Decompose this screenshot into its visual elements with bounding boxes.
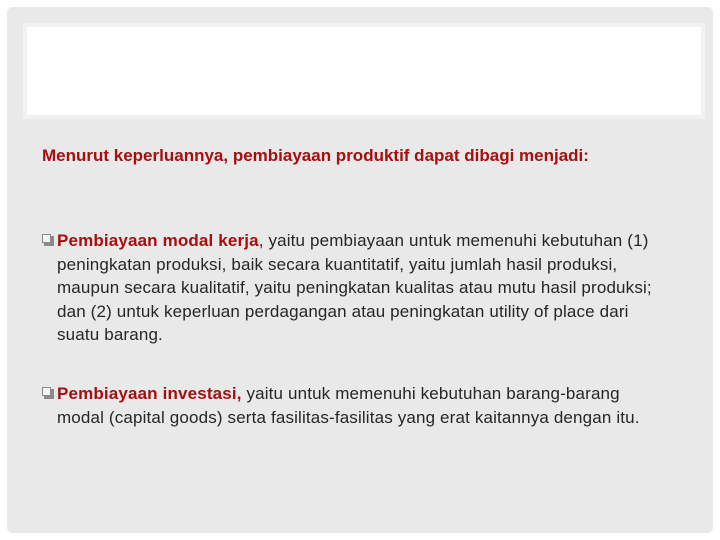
intro-text: Menurut keperluannya, pembiayaan produktif dapat dibagi menjadi: <box>42 146 589 165</box>
bullet-text <box>57 229 667 347</box>
bullet-term: Pembiayaan modal kerja <box>57 231 259 250</box>
bullet-working-capital <box>42 229 667 347</box>
checkbox-square-icon <box>42 387 54 399</box>
bullet-description: yaitu untuk memenuhi kebutuhan barang-barang modal (capital goods) serta fasilitas-fasilitas yang erat kaitannya dengan itu. <box>57 384 640 427</box>
slide <box>7 7 713 533</box>
checkbox-square-icon <box>42 234 54 246</box>
title-placeholder <box>23 23 705 119</box>
bullet-term: Pembiayaan investasi, <box>57 384 242 403</box>
bullet-text <box>57 382 667 429</box>
bullet-description: , yaitu pembiayaan untuk memenuhi kebutuhan (1) peningkatan produksi, baik secara kuantitatif, yaitu jumlah hasil produksi, maupun secara kualitatif, yaitu peningkatan kualitas atau mutu hasil produksi; dan (2) untuk keperluan perdagangan atau peningkatan utility of place dari suatu barang. <box>57 231 652 344</box>
bullet-investment <box>42 382 667 429</box>
